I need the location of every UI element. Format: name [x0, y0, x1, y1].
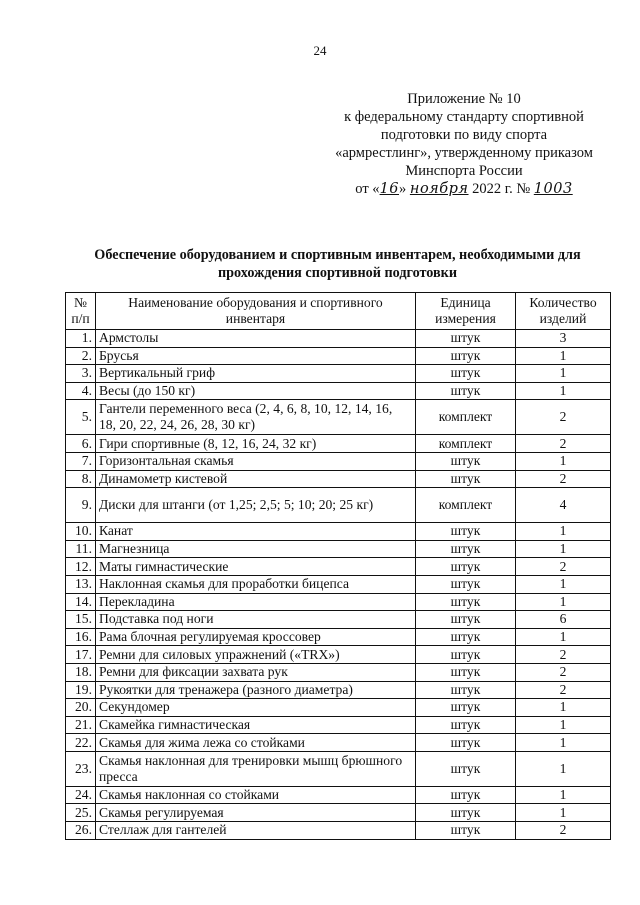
date-prefix: от « [355, 181, 380, 197]
cell-num: 10. [66, 523, 96, 541]
cell-qty: 2 [516, 663, 611, 681]
cell-num: 22. [66, 734, 96, 752]
cell-num: 4. [66, 382, 96, 400]
cell-qty: 1 [516, 540, 611, 558]
table-row [66, 699, 611, 717]
cell-qty: 1 [516, 716, 611, 734]
cell-name: Скамейка гимнастическая [96, 716, 416, 734]
table-row [66, 365, 611, 383]
cell-num: 8. [66, 470, 96, 488]
cell-unit: штук [416, 382, 516, 400]
cell-num: 21. [66, 716, 96, 734]
table-row [66, 611, 611, 629]
cell-qty: 1 [516, 699, 611, 717]
cell-name: Динамометр кистевой [96, 470, 416, 488]
table-row [66, 734, 611, 752]
cell-name: Магнезница [96, 540, 416, 558]
cell-qty: 1 [516, 628, 611, 646]
cell-name: Диски для штанги (от 1,25; 2,5; 5; 10; 20; 25 кг) [96, 488, 416, 523]
cell-qty: 2 [516, 435, 611, 453]
table-row [66, 330, 611, 348]
cell-name: Вертикальный гриф [96, 365, 416, 383]
table-row [66, 751, 611, 786]
cell-unit: штук [416, 575, 516, 593]
handwritten-order-number: 1003 [533, 181, 573, 197]
table-row [66, 716, 611, 734]
cell-num: 14. [66, 593, 96, 611]
cell-qty: 1 [516, 804, 611, 822]
cell-num: 11. [66, 540, 96, 558]
equipment-table [65, 292, 611, 840]
handwritten-day: 16 [379, 181, 400, 197]
order-date-line [300, 180, 628, 198]
table-row [66, 822, 611, 840]
cell-unit: штук [416, 593, 516, 611]
header-num: № п/п [66, 293, 96, 330]
header-unit: Единица измерения [416, 293, 516, 330]
cell-name: Канат [96, 523, 416, 541]
cell-qty: 1 [516, 751, 611, 786]
cell-unit: штук [416, 540, 516, 558]
cell-name: Наклонная скамья для проработки бицепса [96, 575, 416, 593]
table-row [66, 628, 611, 646]
header-qty: Количество изделий [516, 293, 611, 330]
cell-num: 17. [66, 646, 96, 664]
table-row [66, 347, 611, 365]
cell-name: Брусья [96, 347, 416, 365]
table-header-row [66, 293, 611, 330]
appendix-header [300, 90, 628, 198]
cell-num: 7. [66, 452, 96, 470]
cell-name: Армстолы [96, 330, 416, 348]
cell-unit: штук [416, 804, 516, 822]
handwritten-month: ноября [409, 181, 469, 197]
cell-qty: 6 [516, 611, 611, 629]
appendix-line: подготовки по виду спорта [380, 127, 548, 143]
cell-name: Ремни для силовых упражнений («TRX») [96, 646, 416, 664]
cell-unit: комплект [416, 488, 516, 523]
appendix-line: Минспорта России [405, 163, 523, 179]
cell-unit: штук [416, 734, 516, 752]
cell-name: Подставка под ноги [96, 611, 416, 629]
cell-num: 25. [66, 804, 96, 822]
appendix-line: Приложение № 10 [407, 91, 521, 107]
cell-num: 6. [66, 435, 96, 453]
cell-qty: 2 [516, 822, 611, 840]
appendix-line: к федеральному стандарту спортивной [344, 109, 584, 125]
cell-unit: штук [416, 751, 516, 786]
table-row [66, 523, 611, 541]
cell-name: Маты гимнастические [96, 558, 416, 576]
table-row [66, 681, 611, 699]
cell-name: Скамья наклонная для тренировки мышц брюшного пресса [96, 751, 416, 786]
cell-unit: штук [416, 452, 516, 470]
cell-num: 23. [66, 751, 96, 786]
cell-num: 26. [66, 822, 96, 840]
table-row [66, 786, 611, 804]
cell-name: Ремни для фиксации захвата рук [96, 663, 416, 681]
table-row [66, 558, 611, 576]
table-row [66, 540, 611, 558]
table-body [66, 330, 611, 840]
cell-qty: 3 [516, 330, 611, 348]
date-close: » [399, 181, 407, 197]
appendix-line: «армрестлинг», утвержденному приказом [335, 145, 593, 161]
cell-unit: штук [416, 347, 516, 365]
table-row [66, 663, 611, 681]
table-row [66, 804, 611, 822]
cell-qty: 1 [516, 452, 611, 470]
cell-qty: 1 [516, 382, 611, 400]
cell-unit: штук [416, 628, 516, 646]
cell-qty: 1 [516, 575, 611, 593]
table-row [66, 646, 611, 664]
date-year: 2022 г. № [472, 181, 531, 197]
cell-num: 1. [66, 330, 96, 348]
cell-num: 9. [66, 488, 96, 523]
cell-unit: штук [416, 699, 516, 717]
cell-num: 24. [66, 786, 96, 804]
cell-unit: комплект [416, 435, 516, 453]
cell-name: Скамья регулируемая [96, 804, 416, 822]
cell-name: Скамья для жима лежа со стойками [96, 734, 416, 752]
cell-qty: 2 [516, 646, 611, 664]
cell-name: Гантели переменного веса (2, 4, 6, 8, 10, 12, 14, 16, 18, 20, 22, 24, 26, 28, 30 кг) [96, 400, 416, 435]
cell-name: Секундомер [96, 699, 416, 717]
cell-qty: 1 [516, 593, 611, 611]
table-row [66, 382, 611, 400]
cell-qty: 1 [516, 347, 611, 365]
cell-num: 13. [66, 575, 96, 593]
cell-unit: штук [416, 558, 516, 576]
table-row [66, 400, 611, 435]
cell-num: 2. [66, 347, 96, 365]
cell-unit: штук [416, 822, 516, 840]
cell-unit: штук [416, 330, 516, 348]
cell-unit: штук [416, 681, 516, 699]
cell-name: Рукоятки для тренажера (разного диаметра) [96, 681, 416, 699]
cell-qty: 1 [516, 786, 611, 804]
cell-num: 16. [66, 628, 96, 646]
cell-unit: штук [416, 663, 516, 681]
cell-num: 5. [66, 400, 96, 435]
cell-qty: 1 [516, 365, 611, 383]
cell-qty: 2 [516, 558, 611, 576]
table-row [66, 593, 611, 611]
cell-qty: 1 [516, 734, 611, 752]
cell-unit: штук [416, 365, 516, 383]
cell-unit: штук [416, 470, 516, 488]
cell-num: 18. [66, 663, 96, 681]
cell-unit: штук [416, 523, 516, 541]
cell-unit: штук [416, 611, 516, 629]
table-row [66, 470, 611, 488]
cell-qty: 2 [516, 681, 611, 699]
cell-qty: 2 [516, 470, 611, 488]
cell-num: 19. [66, 681, 96, 699]
cell-name: Перекладина [96, 593, 416, 611]
cell-num: 3. [66, 365, 96, 383]
cell-num: 15. [66, 611, 96, 629]
cell-qty: 4 [516, 488, 611, 523]
cell-name: Стеллаж для гантелей [96, 822, 416, 840]
cell-unit: комплект [416, 400, 516, 435]
cell-name: Гири спортивные (8, 12, 16, 24, 32 кг) [96, 435, 416, 453]
page-number: 24 [313, 43, 327, 58]
table-row [66, 488, 611, 523]
cell-name: Скамья наклонная со стойками [96, 786, 416, 804]
cell-name: Весы (до 150 кг) [96, 382, 416, 400]
cell-qty: 1 [516, 523, 611, 541]
cell-qty: 2 [516, 400, 611, 435]
header-name: Наименование оборудования и спортивного инвентаря [96, 293, 416, 330]
table-row [66, 575, 611, 593]
cell-unit: штук [416, 716, 516, 734]
cell-unit: штук [416, 646, 516, 664]
table-row [66, 452, 611, 470]
cell-unit: штук [416, 786, 516, 804]
table-row [66, 435, 611, 453]
cell-num: 12. [66, 558, 96, 576]
document-title: Обеспечение оборудованием и спортивным инвентарем, необходимыми для прохождения спортивной подготовки [94, 247, 581, 281]
cell-name: Рама блочная регулируемая кроссовер [96, 628, 416, 646]
cell-num: 20. [66, 699, 96, 717]
cell-name: Горизонтальная скамья [96, 452, 416, 470]
